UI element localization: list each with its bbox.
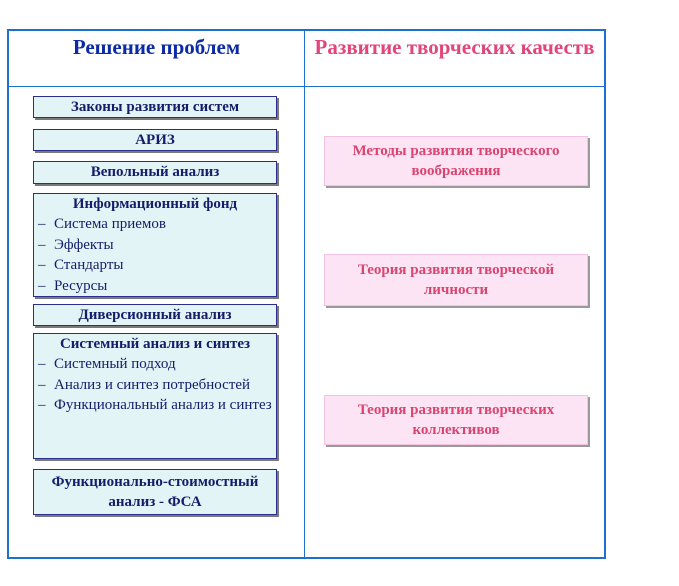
box-ariz	[33, 129, 277, 151]
box-title: Системный анализ и синтез	[59, 336, 251, 352]
list-item: – Системный подход	[38, 354, 276, 375]
box-title: Законы развития систем	[70, 99, 240, 115]
list-item: – Функциональный анализ и синтез	[38, 395, 276, 416]
box-system-analysis-synthesis	[33, 333, 277, 459]
box-function-cost-analysis	[33, 469, 277, 515]
box-vepol-analysis	[33, 161, 277, 184]
list-item: – Эффекты	[38, 235, 276, 256]
box-information-fund	[33, 193, 277, 297]
box-title: АРИЗ	[135, 132, 175, 148]
box-title: Методы развития творческого воображения	[352, 142, 560, 179]
list-item: – Анализ и синтез потребностей	[38, 375, 276, 396]
column-divider	[304, 31, 305, 557]
right-column-title: Развитие творческих качеств	[314, 35, 595, 59]
box-title: Диверсионный анализ	[78, 307, 232, 323]
box-creative-teams-theory	[324, 395, 588, 445]
list-item: – Система приемов	[38, 214, 276, 235]
left-column-title: Решение проблем	[72, 35, 241, 59]
box-title: Информационный фонд	[72, 196, 238, 212]
box-laws-of-system-development	[33, 96, 277, 118]
box-title: Теория развития творческой личности	[357, 261, 555, 298]
box-creative-personality-theory	[324, 254, 588, 306]
box-imagination-methods	[324, 136, 588, 186]
list-item: – Стандарты	[38, 255, 276, 276]
box-title: Вепольный анализ	[90, 164, 220, 180]
header-divider	[9, 86, 604, 87]
box-title: Функционально-стоимостный анализ - ФСА	[51, 474, 259, 510]
list-item: – Ресурсы	[38, 276, 276, 297]
bullet-list	[34, 214, 276, 296]
box-title: Теория развития творческих коллективов	[357, 401, 555, 438]
bullet-list	[34, 354, 276, 416]
box-diversion-analysis	[33, 304, 277, 326]
